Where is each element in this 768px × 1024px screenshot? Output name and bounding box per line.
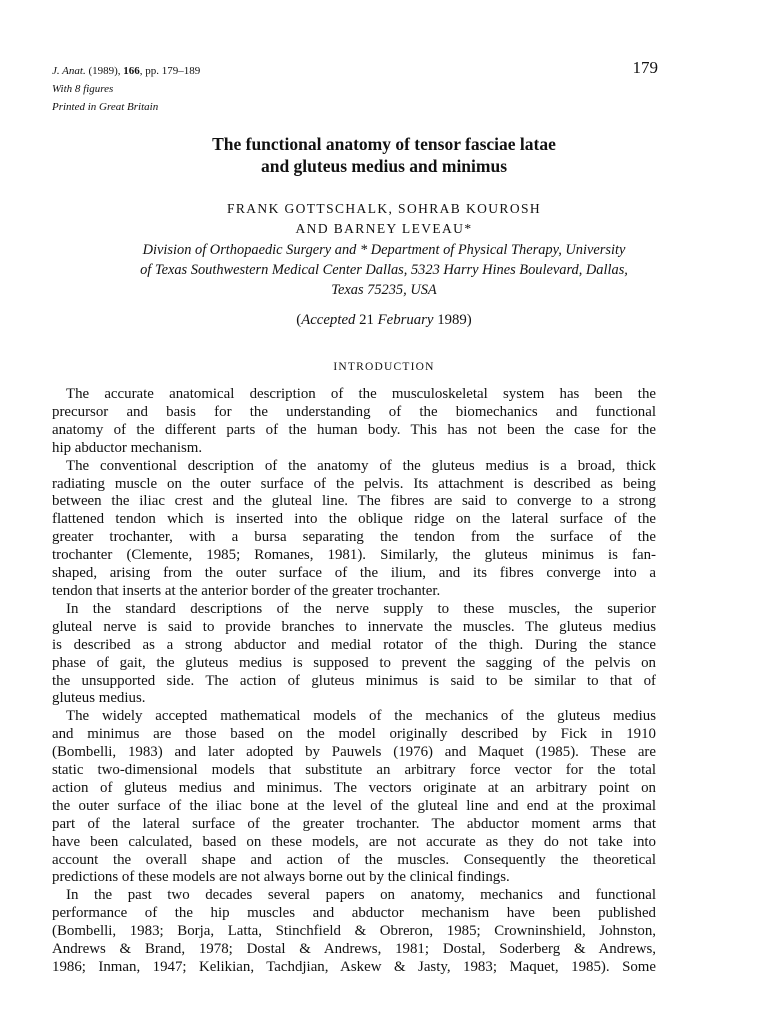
journal-name: J. Anat.	[52, 65, 86, 77]
text-line: The accurate anatomical description of the musculoskeletal system has been the	[66, 386, 656, 402]
text-line: phase of gait, the gluteus medius is supposed to prevent the sagging of the pelvis on	[52, 654, 656, 671]
citation-year: (1989),	[88, 65, 121, 77]
text-line: The conventional description of the anatomy of the gluteus medius is a broad, thick	[66, 457, 656, 474]
text-line: greater trochanter, with a bursa separating the tendon from the surface of the	[52, 529, 656, 546]
citation-volume: 166	[123, 65, 140, 77]
affiliation-line: of Texas Southwestern Medical Center Dallas, 5323 Harry Hines Boulevard, Dallas,	[140, 262, 628, 278]
text-line: the unsupported side. The action of gluteus minimus is said to be similar to that of	[52, 672, 656, 689]
text-line: anatomy of the different parts of the human body. This has not been the case for the	[52, 421, 656, 438]
text-line: In the standard descriptions of the nerve supply to these muscles, the superior	[66, 600, 656, 617]
journal-citation	[52, 62, 200, 116]
text-line: trochanter (Clemente, 1985; Romanes, 1981). Similarly, the gluteus minimus is fan-	[52, 547, 656, 564]
text-line: action of gluteus medius and minimus. The vectors originate at an arbitrary point on	[52, 779, 656, 796]
figures-note: With 8 figures	[52, 83, 114, 95]
text-line: gluteus medius.	[52, 690, 146, 707]
accepted-open: (	[296, 312, 302, 328]
text-line: have been calculated, based on these models, are not accurate as they do not take into	[52, 833, 656, 850]
citation-line	[52, 62, 200, 80]
text-line: between the iliac crest and the gluteal line. The fibres are said to converge to a strong	[52, 493, 656, 510]
text-line: the outer surface of the iliac bone at the level of the gluteal line and end at the proximal	[52, 797, 656, 814]
title-line: The functional anatomy of tensor fasciae latae	[212, 134, 556, 154]
accepted-label: Accepted	[301, 312, 356, 328]
text-line: part of the lateral surface of the greater trochanter. The abductor moment arms that	[52, 815, 656, 832]
text-line: Andrews & Brand, 1978; Dostal & Andrews, 1981; Dostal, Soderberg & Andrews,	[52, 941, 656, 958]
affiliation	[52, 240, 716, 300]
author-line: AND BARNEY LEVEAU*	[295, 221, 473, 236]
text-line: predictions of these models are not always borne out by the clinical findings.	[52, 869, 510, 886]
title-line: and gluteus medius and minimus	[260, 156, 508, 176]
text-line: shaped, arising from the outer surface of the ilium, and its fibres converge into a	[52, 565, 656, 582]
accepted-month: February	[377, 312, 434, 328]
text-line: In the past two decades several papers on anatomy, mechanics and functional	[66, 887, 656, 904]
author-line: FRANK GOTTSCHALK, SOHRAB KOUROSH	[226, 201, 542, 216]
affiliation-line: Texas 75235, USA	[331, 282, 437, 298]
page-number: 179	[632, 58, 658, 77]
text-line: flattened tendon which is inserted into the oblique ridge on the lateral surface of the	[52, 511, 656, 528]
text-line: radiating muscle on the outer surface of the pelvis. Its attachment is described as being	[52, 475, 656, 492]
text-line: precursor and basis for the understanding of the biomechanics and functional	[52, 403, 656, 420]
text-line: tendon that inserts at the anterior border of the greater trochanter.	[52, 582, 441, 599]
accepted-year: 1989)	[433, 312, 472, 328]
accepted-day: 21	[355, 312, 378, 328]
text-line: (Bombelli, 1983) and later adopted by Pauwels (1976) and Maquet (1985). These are	[52, 744, 656, 761]
text-line: hip abductor mechanism.	[52, 439, 203, 456]
printed-note: Printed in Great Britain	[52, 101, 159, 113]
accepted-date	[52, 312, 716, 329]
text-line: 1986; Inman, 1947; Kelikian, Tachdjian, Askew & Jasty, 1983; Maquet, 1985). Some	[52, 959, 656, 975]
body-text	[52, 386, 656, 977]
section-heading: INTRODUCTION	[333, 361, 435, 373]
affiliation-line: Division of Orthopaedic Surgery and * Department of Physical Therapy, University	[142, 242, 626, 258]
article-title	[52, 133, 716, 177]
citation-pages: , pp. 179–189	[139, 65, 201, 77]
text-line: and minimus are those based on the model originally described by Fick in 1910	[52, 726, 656, 743]
text-line: (Bombelli, 1983; Borja, Latta, Stinchfield & Obreron, 1985; Crowninshield, Johnston,	[52, 923, 656, 940]
text-line: is described as a strong abductor and medial rotator of the thigh. During the stance	[52, 636, 656, 653]
text-line: performance of the hip muscles and abductor mechanism have been published	[52, 905, 656, 922]
text-line: The widely accepted mathematical models of the mechanics of the gluteus medius	[66, 708, 656, 725]
author-list	[52, 199, 716, 239]
text-line: gluteal nerve is said to provide branches to innervate the muscles. The gluteus medius	[52, 618, 656, 635]
text-line: account the overall shape and action of the muscles. Consequently the theoretical	[52, 851, 656, 868]
text-line: static two-dimensional models that substitute an arbitrary force vector for the total	[52, 762, 656, 779]
